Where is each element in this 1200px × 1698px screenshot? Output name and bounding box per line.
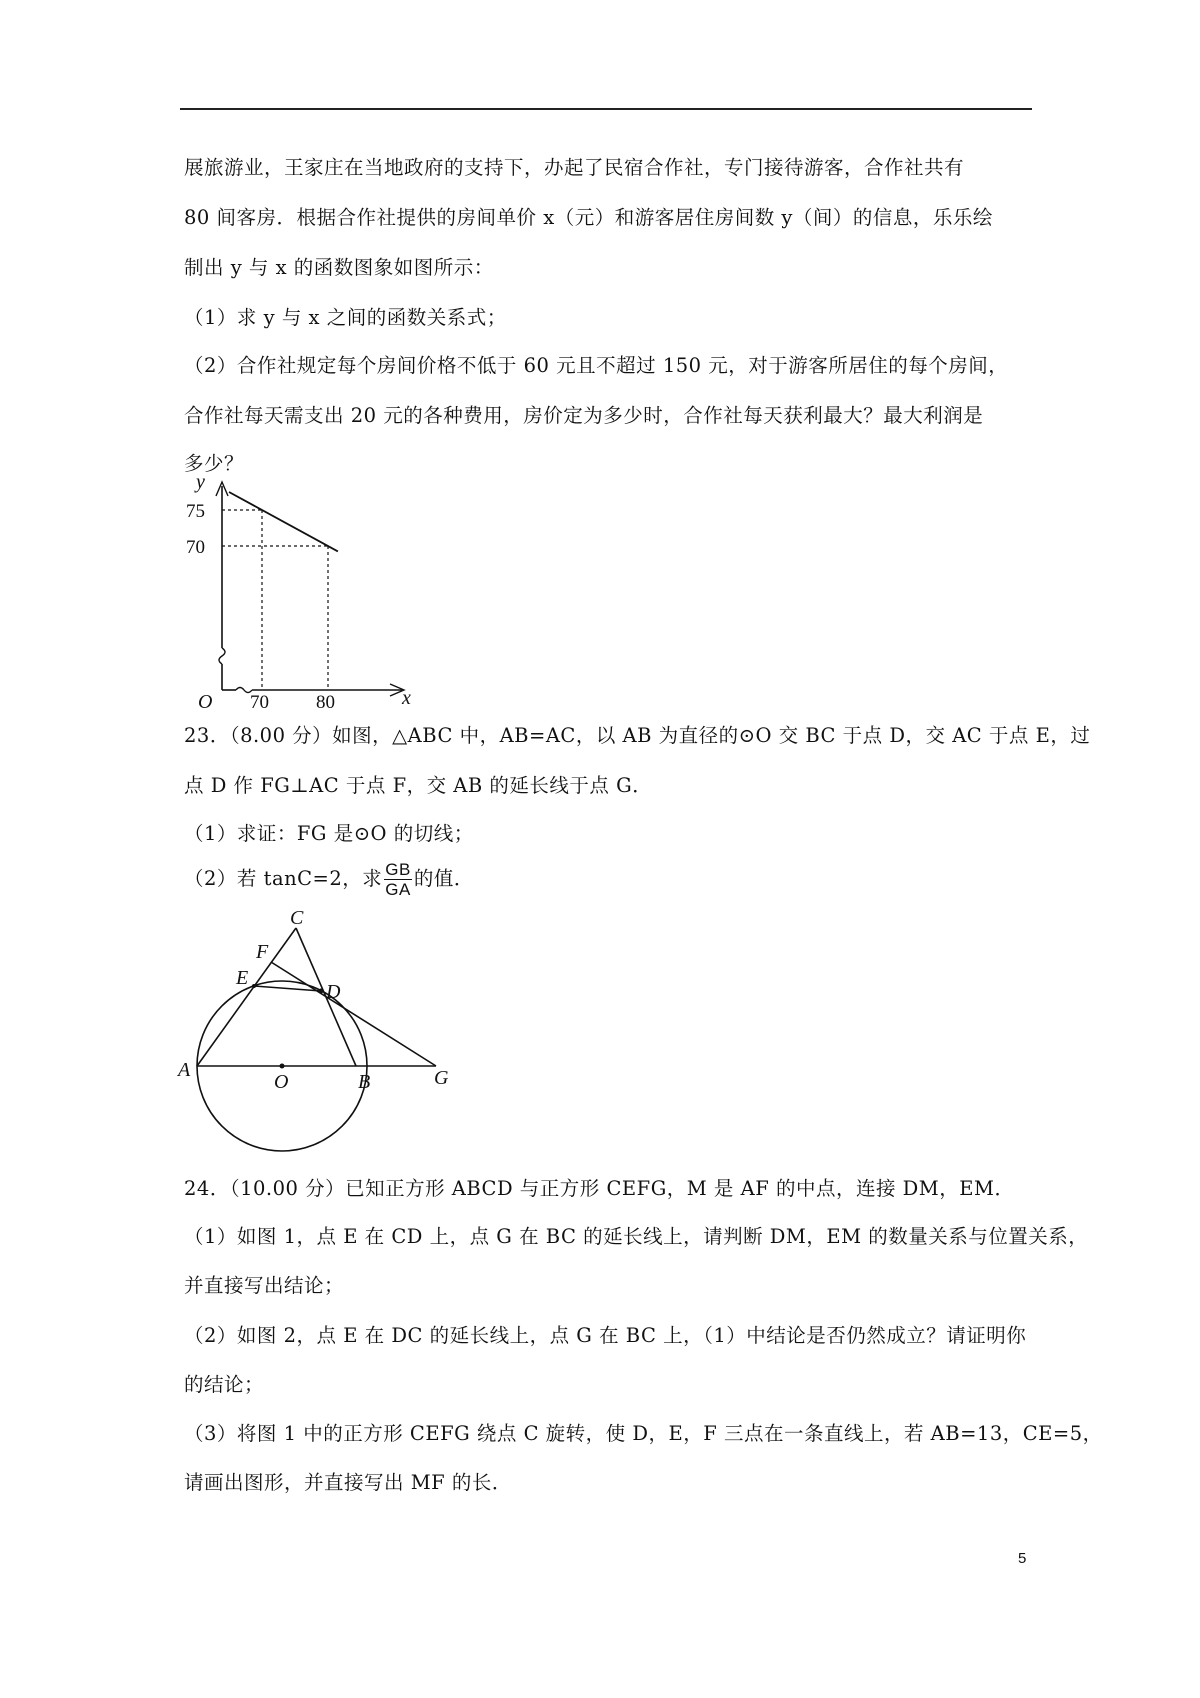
function-line (229, 492, 338, 551)
q24-part-1-line-1: （1）如图 1，点 E 在 CD 上，点 G 在 BC 的延长线上，请判断 DM，EM 的数量关系与位置关系， (184, 1225, 1089, 1248)
y-tick-label-70: 70 (186, 537, 205, 558)
point-d (319, 989, 324, 994)
q22-part-2-line-2: 合作社每天需支出 20 元的各种费用，房价定为多少时，合作社每天获利最大？最大利润是 (184, 404, 984, 427)
q22-line-3: 制出 y 与 x 的函数图象如图所示： (184, 256, 494, 279)
x-axis-label: x (402, 687, 411, 709)
circle-triangle-figure (178, 907, 468, 1152)
center-point-o (280, 1064, 285, 1069)
label-o: O (274, 1071, 289, 1093)
q22-line-2: 80 间客房．根据合作社提供的房间单价 x（元）和游客居住房间数 y（间）的信息，乐乐绘 (184, 206, 993, 229)
q22-part-2-line-3: 多少？ (184, 452, 245, 475)
gb-over-ga-fraction (384, 860, 412, 899)
q22-part-1: （1）求 y 与 x 之间的函数关系式； (184, 306, 507, 329)
q24-part-3-line-2: 请画出图形，并直接写出 MF 的长． (184, 1471, 512, 1494)
origin-label: O (198, 691, 213, 713)
q23-part-1: （1）求证：FG 是⊙O 的切线； (184, 822, 474, 845)
fraction-numerator: GB (385, 860, 411, 879)
q23-line-2: 点 D 作 FG⊥AC 于点 F，交 AB 的延长线于点 G． (184, 774, 653, 797)
label-a: A (178, 1059, 191, 1081)
x-tick-label-70: 70 (250, 692, 269, 713)
q23-part-2 (184, 860, 474, 899)
line-fg (271, 962, 436, 1066)
function-graph (180, 470, 420, 713)
label-g: G (434, 1067, 449, 1089)
page-number: 5 (1018, 1550, 1027, 1567)
q23-part-2-suffix: 的值． (413, 867, 474, 890)
fraction-denominator: GA (385, 880, 411, 899)
y-axis-label: y (196, 471, 205, 493)
q23-part-2-prefix: （2）若 tanC=2，求 (184, 867, 383, 890)
label-d: D (326, 981, 341, 1003)
q24-part-2-line-2: 的结论； (184, 1373, 265, 1396)
x-tick-label-80: 80 (316, 692, 335, 713)
q24-part-2-line-1: （2）如图 2，点 E 在 DC 的延长线上，点 G 在 BC 上，（1）中结论是否仍然成立？请证明你 (184, 1324, 1027, 1347)
q24-part-3-line-1: （3）将图 1 中的正方形 CEFG 绕点 C 旋转，使 D，E，F 三点在一条直线上，若 AB=13，CE=5， (184, 1422, 1103, 1445)
y-tick-label-75: 75 (186, 501, 205, 522)
label-c: C (290, 907, 304, 929)
y-axis-break (219, 648, 225, 664)
label-f: F (256, 941, 269, 963)
q24-part-1-line-2: 并直接写出结论； (184, 1274, 345, 1297)
label-e: E (236, 967, 249, 989)
q22-part-2-line-1: （2）合作社规定每个房间价格不低于 60 元且不超过 150 元，对于游客所居住的每个房间， (184, 354, 1009, 377)
point-e (252, 984, 256, 988)
q22-line-1: 展旅游业，王家庄在当地政府的支持下，办起了民宿合作社，专门接待游客，合作社共有 (184, 156, 965, 179)
q23-line-1: 23．（8.00 分）如图，△ABC 中，AB=AC，以 AB 为直径的⊙O 交 BC 于点 D，交 AC 于点 E，过 (184, 724, 1091, 747)
label-b: B (358, 1071, 371, 1093)
side-ac (197, 928, 296, 1066)
q24-line-1: 24．（10.00 分）已知正方形 ABCD 与正方形 CEFG，M 是 AF 的中点，连接 DM，EM． (184, 1177, 1015, 1200)
header-rule (180, 108, 1032, 110)
